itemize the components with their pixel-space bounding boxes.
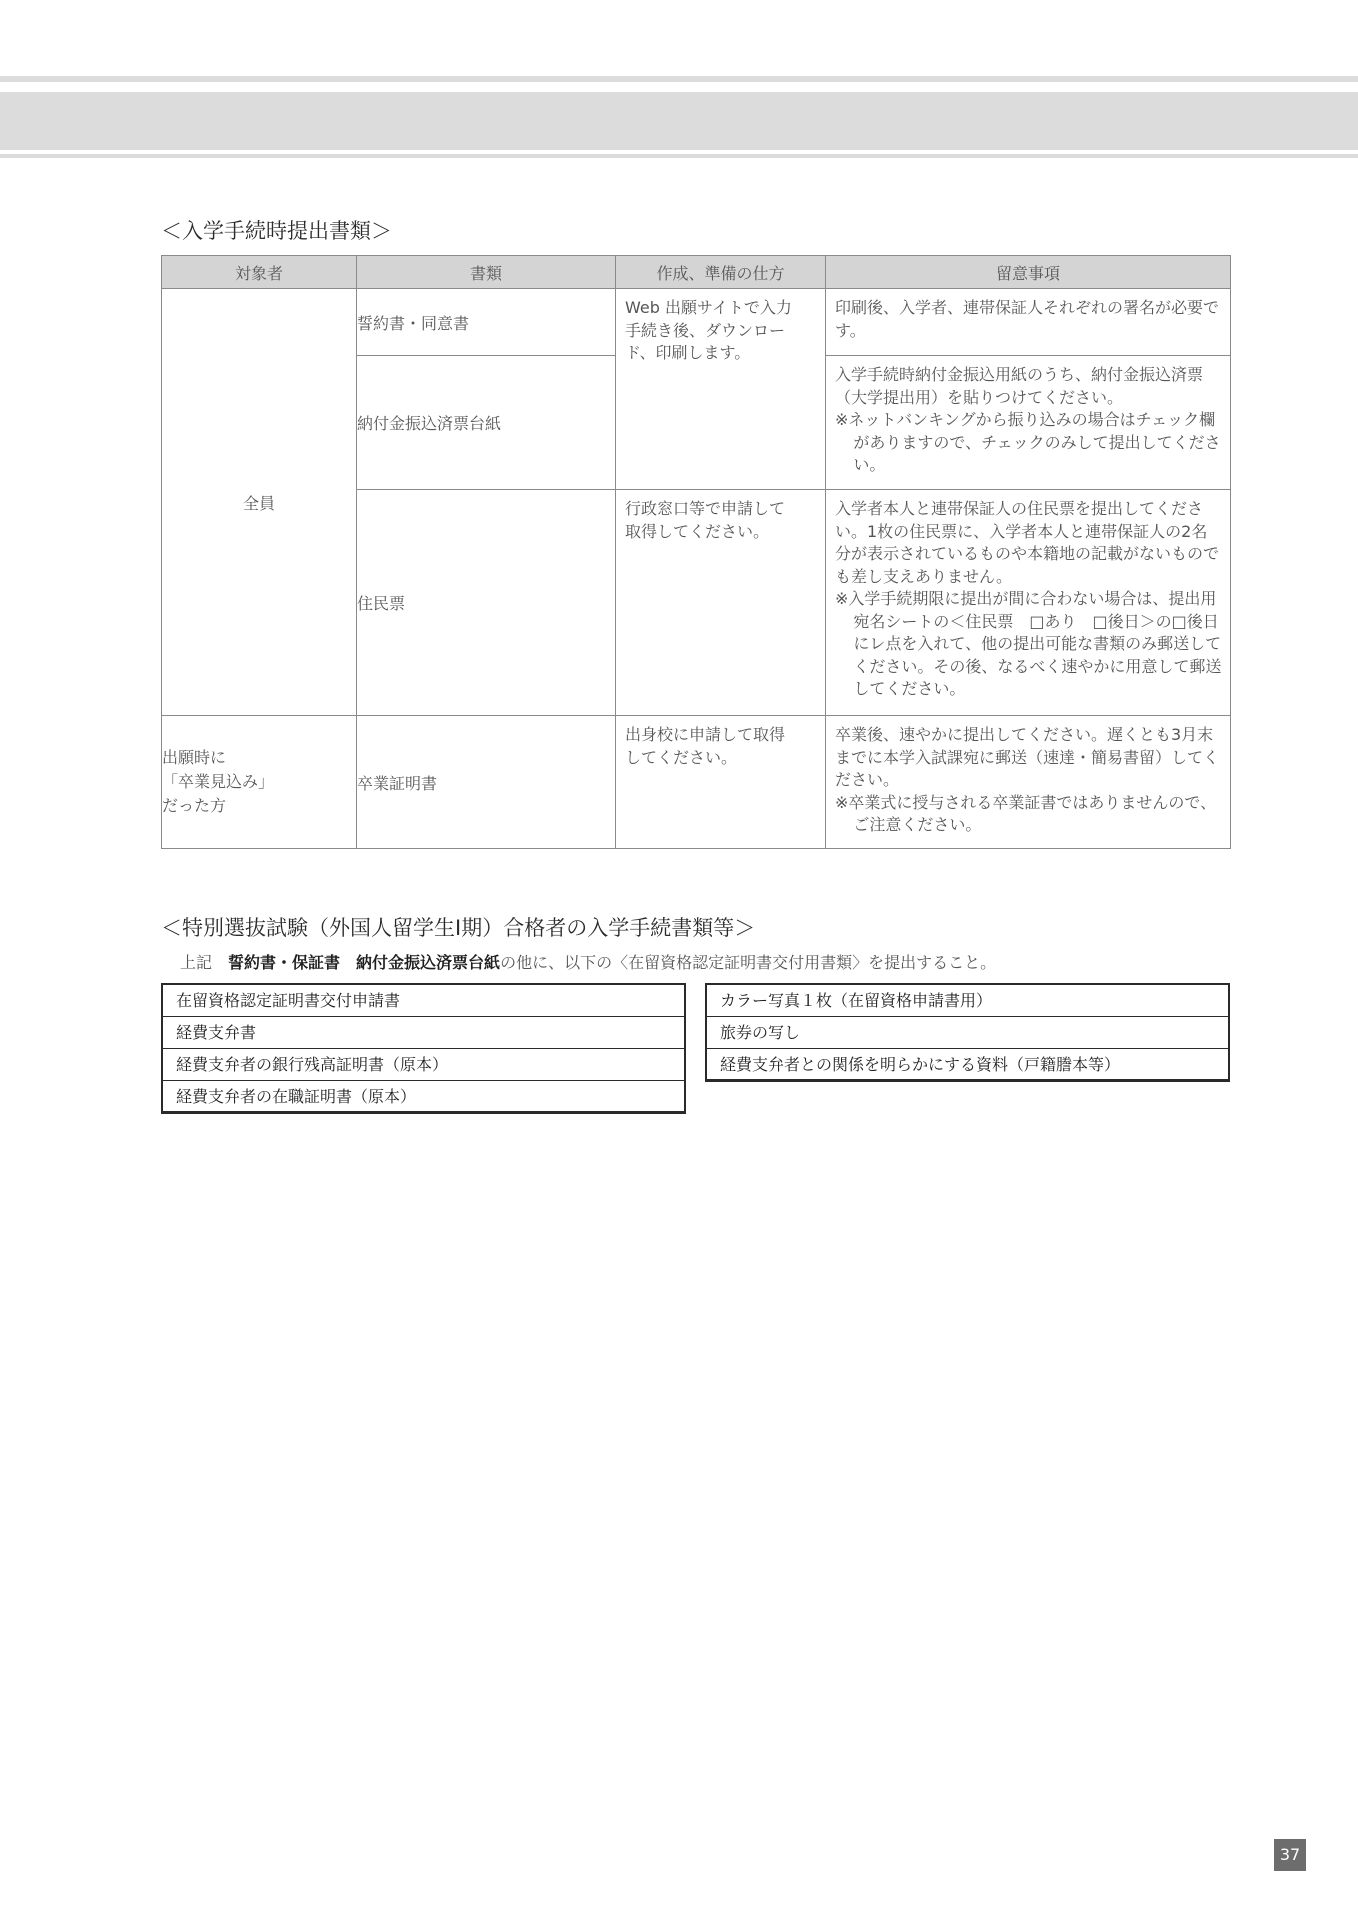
special-selection-title: ＜特別選抜試験（外国人留学生Ⅰ期）合格者の入学手続書類等＞ <box>161 916 756 940</box>
method-web-line: ド、印刷します。 <box>625 343 751 362</box>
method-web-line: Web 出願サイトで入力 <box>625 298 792 317</box>
method-office-line: 行政窓口等で申請して <box>625 499 786 518</box>
visa-documents-list-left <box>161 983 686 1114</box>
note-payment: 入学手続時納付金振込用紙のうち、納付金振込済票（大学提出用）を貼りつけてください。 ※ネットバンキングから振り込みの場合はチェック欄がありますので、チェックのみして提出してください。 <box>826 356 1231 490</box>
additional-documents-note: 上記 誓約書・保証書 納付金振込済票台紙の他に、以下の〈在留資格認定証明書交付用書類〉を提出すること。 <box>180 953 997 972</box>
header-band <box>0 92 1358 150</box>
target-graduates-line: だった方 <box>162 796 227 815</box>
list-item: 経費支弁者の銀行残高証明書（原本） <box>163 1049 684 1081</box>
method-office <box>616 490 826 716</box>
note-pledge: 印刷後、入学者、連帯保証人それぞれの署名が必要です。 <box>826 289 1231 356</box>
method-web <box>616 289 826 490</box>
list-item: カラー写真１枚（在留資格申請書用） <box>707 985 1228 1017</box>
header-bottom-line <box>0 154 1358 158</box>
list-item: 在留資格認定証明書交付申請書 <box>163 985 684 1017</box>
document-pledge: 誓約書・同意書 <box>357 289 616 356</box>
table-row <box>162 716 1231 849</box>
visa-documents-list-right <box>705 983 1230 1082</box>
list-item: 経費支弁者との関係を明らかにする資料（戸籍謄本等） <box>707 1049 1228 1081</box>
method-office-line: 取得してください。 <box>625 521 770 541</box>
method-school <box>616 716 826 849</box>
note-payment-remark: ※ネットバンキングから振り込みの場合はチェック欄がありますので、チェックのみして提出してください。 <box>835 410 1221 474</box>
note-item-payment-slip: 納付金振込済票台紙 <box>356 953 501 972</box>
page-number: 37 <box>1274 1839 1306 1871</box>
document-graduation-certificate: 卒業証明書 <box>357 716 616 849</box>
note-resident-remark: ※入学手続期限に提出が間に合わない場合は、提出用宛名シートの＜住民票 □あり □後日＞の□後日にレ点を入れて、他の提出可能な書類のみ郵送してください。その後、なるべく速やかに用意して郵送してください。 <box>835 589 1222 698</box>
header-notes: 留意事項 <box>826 256 1231 289</box>
method-web-line: 手続き後、ダウンロー <box>625 320 786 340</box>
target-all: 全員 <box>162 289 357 716</box>
method-school-line: 出身校に申請して取得 <box>625 725 786 744</box>
header-target: 対象者 <box>162 256 357 289</box>
target-graduates <box>162 716 357 849</box>
target-graduates-line: 「卒業見込み」 <box>162 772 275 791</box>
list-item: 旅券の写し <box>707 1017 1228 1049</box>
header-method: 作成、準備の仕方 <box>616 256 826 289</box>
enrollment-documents-title: ＜入学手続時提出書類＞ <box>161 219 392 243</box>
note-item-pledge: 誓約書・保証書 <box>228 953 341 972</box>
enrollment-documents-table <box>161 255 1231 849</box>
table-row <box>162 289 1231 356</box>
header-document: 書類 <box>357 256 616 289</box>
document-payment-slip: 納付金振込済票台紙 <box>357 356 616 490</box>
document-resident-card: 住民票 <box>357 490 616 716</box>
table-header-row <box>162 256 1231 289</box>
note-graduation-remark: ※卒業式に授与される卒業証書ではありませんので、ご注意ください。 <box>835 792 1217 834</box>
list-item: 経費支弁者の在職証明書（原本） <box>163 1081 684 1113</box>
note-resident: 入学者本人と連帯保証人の住民票を提出してください。1枚の住民票に、入学者本人と連帯保証人の2名分が表示されているものや本籍地の記載がないものでも差し支えありません。 ※入学手続期限に提出が間に合わない場合は、提出用宛名シートの＜住民票 □あり □後日＞の□後日にレ点を入れて、他の提出可能な書類のみ郵送してください。その後、なるべく速やかに用意して郵送してください。 <box>826 490 1231 716</box>
target-graduates-line: 出願時に <box>162 748 227 767</box>
note-graduation: 卒業後、速やかに提出してください。遅くとも3月末までに本学入試課宛に郵送（速達・簡易書留）してください。 ※卒業式に授与される卒業証書ではありませんので、ご注意ください。 <box>826 716 1231 849</box>
header-top-line <box>0 76 1358 82</box>
list-item: 経費支弁書 <box>163 1017 684 1049</box>
method-school-line: してください。 <box>625 747 738 767</box>
